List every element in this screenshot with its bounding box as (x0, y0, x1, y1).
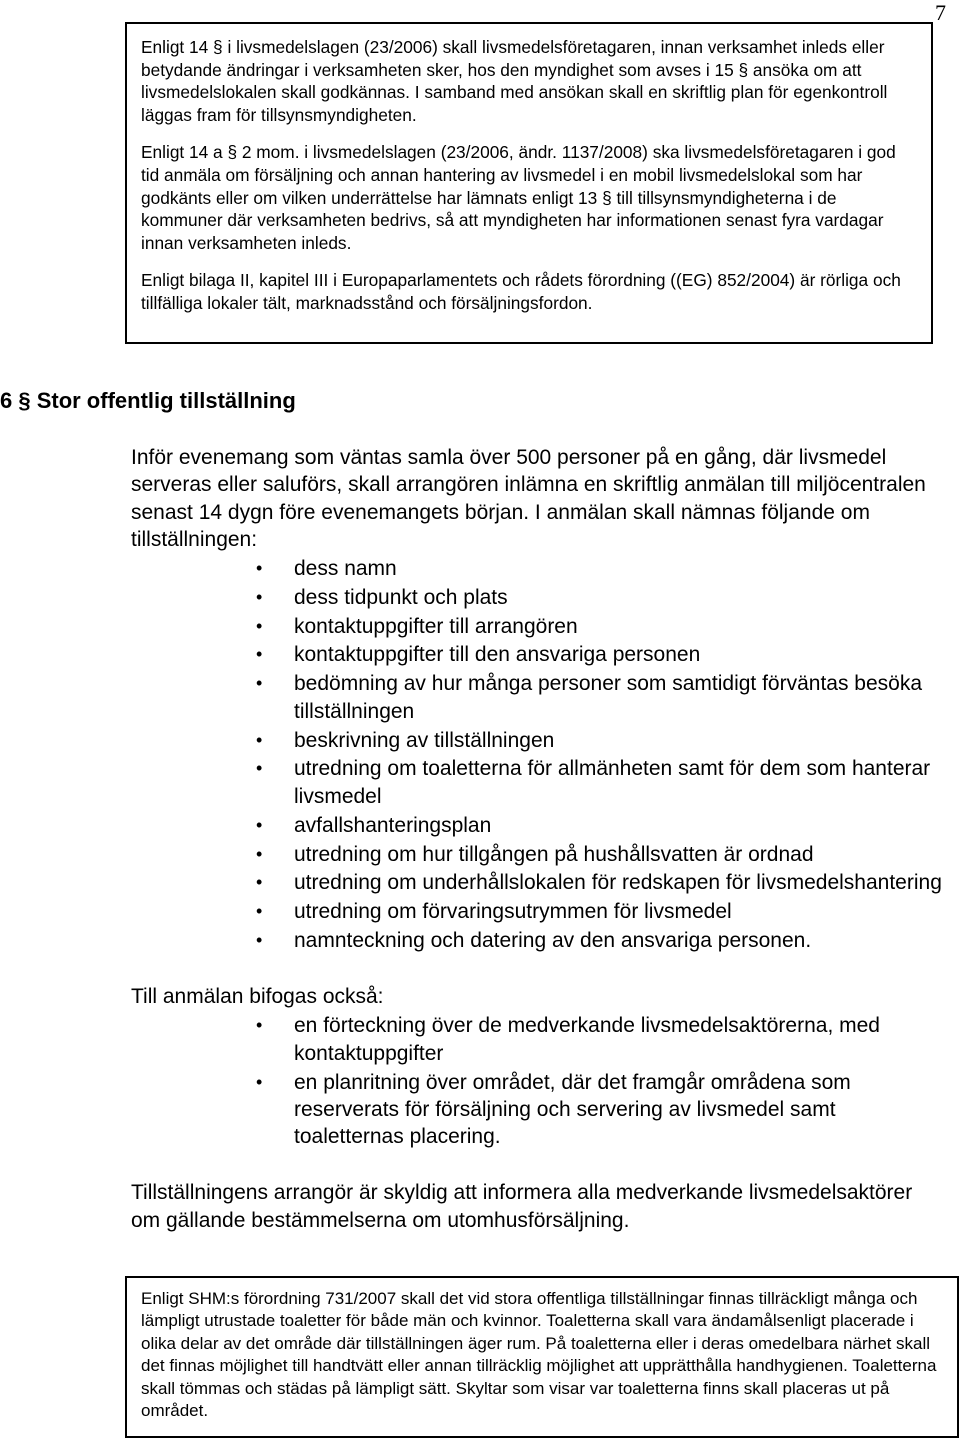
requirements-list (131, 555, 946, 955)
list-item-text: en förteckning över de medverkande livsmedelsaktörerna, med kontaktuppgifter (294, 1014, 880, 1065)
legal-note-box-bottom (125, 1276, 959, 1438)
legal-note-paragraph-2: Enligt 14 a § 2 mom. i livsmedelslagen (23/2006, ändr. 1137/2008) ska livsmedelsföretagaren i god tid anmäla om försäljning och annan hantering av livsmedel i en mobil livsmedelslokal som har godkänts eller om vilken underrättelse har lämnats enligt 13 § till tillsynsmyndigheterna i de kommuner där verksamheten bedrivs, så att myndigheten har informationen senast fyra vardagar innan verksamheten inleds. (141, 142, 896, 253)
bullet-icon: • (256, 843, 263, 864)
legal-note-text: Enligt SHM:s förordning 731/2007 skall det vid stora offentliga tillställningar finnas tillräckligt många och lämpligt utrustade toaletter för både män och kvinnor. Toaletterna skall vara ändamålsenligt placerade i olika delar av det område där tillställningen äger rum. På toaletterna eller i deras omedelbara närhet skall det finnas möjlighet till handtvätt eller annan tillräcklig möjlighet att upprätthålla handhygienen. Toaletterna skall tömmas och städas på lämpligt sätt. Skyltar som visar var toaletterna finns skall placeras ut på området. (141, 1289, 937, 1421)
list-item-text: bedömning av hur många personer som samtidigt förväntas besöka tillställningen (294, 672, 923, 723)
bullet-icon: • (256, 930, 263, 951)
list-item-text: en planritning över området, där det framgår områdena som reserverats för försäljning och servering av livsmedel samt toaletternas placering. (294, 1070, 851, 1149)
list-item (131, 670, 946, 725)
list-item-text: dess tidpunkt och plats (294, 585, 508, 609)
list-item (131, 641, 946, 668)
list-item-text: utredning om förvaringsutrymmen för livsmedel (294, 900, 732, 924)
bullet-icon: • (256, 557, 263, 578)
attachments-intro: Till anmälan bifogas också: (131, 985, 384, 1009)
legal-note-paragraph-3: Enligt bilaga II, kapitel III i Europaparlamentets och rådets förordning ((EG) 852/2004) är rörliga och tillfälliga lokaler tält, marknadsstånd och försäljningsfordon. (141, 270, 901, 313)
list-item-text: namnteckning och datering av den ansvariga personen. (294, 929, 812, 953)
section-heading: 6 § Stor offentlig tillställning (0, 388, 296, 413)
list-item-text: avfallshanteringsplan (294, 813, 492, 837)
list-item (131, 1012, 946, 1067)
bullet-icon: • (256, 1015, 263, 1036)
bullet-icon: • (256, 758, 263, 779)
list-item (131, 841, 946, 868)
bullet-icon: • (256, 901, 263, 922)
bullet-icon: • (256, 814, 263, 835)
list-item (131, 727, 946, 754)
list-item (131, 898, 946, 925)
list-item-text: utredning om hur tillgången på hushållsvatten är ordnad (294, 842, 814, 866)
bullet-icon: • (256, 1071, 263, 1092)
bullet-icon: • (256, 644, 263, 665)
list-item-text: utredning om toaletterna för allmänheten samt för dem som hanterar livsmedel (294, 757, 931, 808)
list-item-text: kontaktuppgifter till den ansvariga personen (294, 643, 701, 667)
bullet-icon: • (256, 872, 263, 893)
list-item (131, 1069, 946, 1151)
list-item (131, 613, 946, 640)
legal-note-box-top (125, 22, 933, 344)
list-item (131, 755, 946, 810)
section-body (131, 444, 946, 1234)
page-number: 7 (935, 0, 946, 25)
list-item (131, 812, 946, 839)
section-intro: Inför evenemang som väntas samla över 500 personer på en gång, där livsmedel serveras eller saluförs, skall arrangören inlämna en skriftlig anmälan till miljöcentralen senast 14 dygn före evenemangets början. I anmälan skall nämnas följande om tillställningen: (131, 446, 926, 551)
bullet-icon: • (256, 586, 263, 607)
legal-note-paragraph-1: Enligt 14 § i livsmedelslagen (23/2006) skall livsmedelsföretagaren, innan verksamhet inleds eller betydande ändringar i verksamheten sker, hos den myndighet som avses i 15 § ansöka om att livsmedelslokalen skall godkännas. I samband med ansökan skall en skriftlig plan för egenkontroll läggas fram för tillsynsmyndigheten. (141, 37, 888, 125)
list-item (131, 555, 946, 582)
list-item-text: utredning om underhållslokalen för redskapen för livsmedelshantering (294, 871, 942, 895)
list-item (131, 869, 946, 896)
list-item (131, 584, 946, 611)
list-item-text: beskrivning av tillställningen (294, 728, 555, 752)
list-item-text: dess namn (294, 556, 397, 580)
list-item-text: kontaktuppgifter till arrangören (294, 614, 578, 638)
attachments-list (131, 1012, 946, 1150)
bullet-icon: • (256, 673, 263, 694)
list-item (131, 927, 946, 954)
bullet-icon: • (256, 729, 263, 750)
closing-paragraph: Tillställningens arrangör är skyldig att informera alla medverkande livsmedelsaktörer om gällande bestämmelserna om utomhusförsäljning. (131, 1181, 913, 1232)
bullet-icon: • (256, 615, 263, 636)
